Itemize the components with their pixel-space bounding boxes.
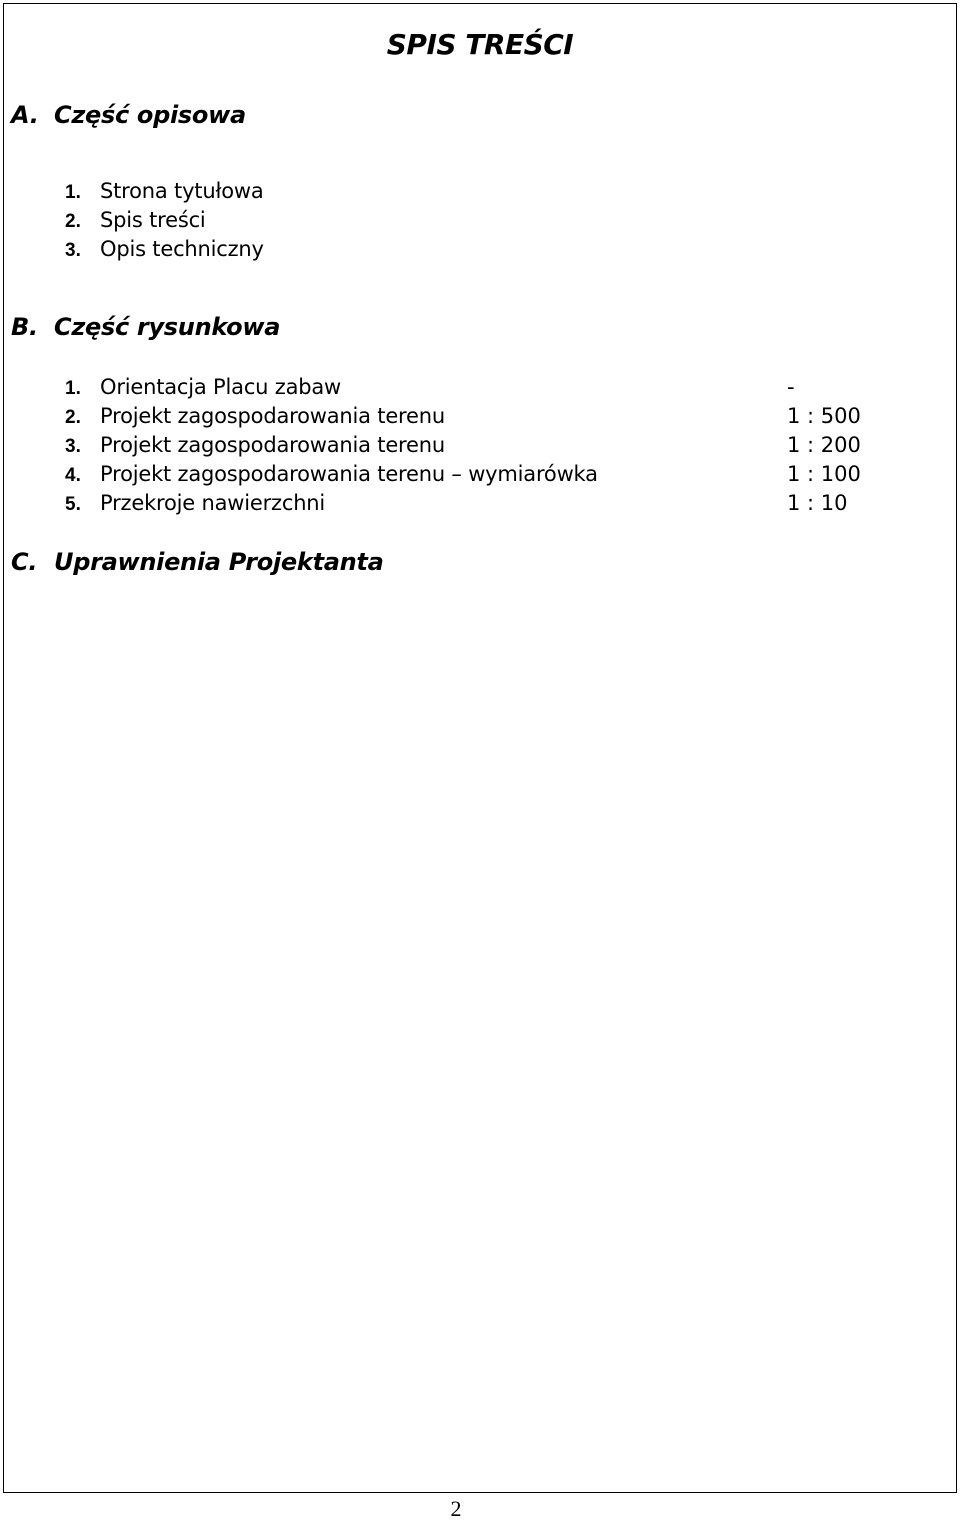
- item-scale: 1 : 10: [787, 491, 848, 515]
- toc-item: [65, 402, 945, 431]
- item-scale: 1 : 200: [787, 433, 861, 457]
- section-a-heading: [11, 101, 246, 129]
- section-letter: A.: [11, 101, 39, 129]
- item-scale: 1 : 100: [787, 462, 861, 486]
- section-title: Część opisowa: [54, 101, 246, 129]
- toc-item: [65, 235, 945, 264]
- toc-item: [65, 373, 945, 402]
- item-label: Projekt zagospodarowania terenu – wymiarówka: [100, 462, 598, 486]
- item-number: 3.: [65, 436, 81, 457]
- item-label: Projekt zagospodarowania terenu: [100, 404, 445, 428]
- item-scale: -: [787, 375, 795, 399]
- item-label: Strona tytułowa: [100, 179, 264, 203]
- item-number: 2.: [65, 211, 81, 232]
- toc-item: [65, 431, 945, 460]
- toc-item: [65, 460, 945, 489]
- item-number: 5.: [65, 494, 81, 515]
- section-letter: B.: [11, 313, 38, 341]
- section-c-heading: [11, 548, 384, 576]
- item-label: Przekroje nawierzchni: [100, 491, 326, 515]
- toc-item: [65, 177, 945, 206]
- item-label: Projekt zagospodarowania terenu: [100, 433, 445, 457]
- item-number: 1.: [65, 182, 81, 203]
- section-title: Część rysunkowa: [54, 313, 281, 341]
- toc-item: [65, 489, 945, 518]
- page-number: 2: [450, 1496, 462, 1521]
- section-letter: C.: [11, 548, 38, 576]
- item-number: 1.: [65, 378, 81, 399]
- section-b-heading: [11, 313, 280, 341]
- page-title: SPIS TREŚCI: [386, 28, 574, 61]
- section-title: Uprawnienia Projektanta: [54, 548, 384, 576]
- item-label: Orientacja Placu zabaw: [100, 375, 342, 399]
- item-label: Opis techniczny: [100, 237, 264, 261]
- toc-item: [65, 206, 945, 235]
- item-label: Spis treści: [100, 208, 206, 232]
- item-number: 3.: [65, 240, 81, 261]
- item-number: 4.: [65, 465, 81, 486]
- item-number: 2.: [65, 407, 81, 428]
- item-scale: 1 : 500: [787, 404, 861, 428]
